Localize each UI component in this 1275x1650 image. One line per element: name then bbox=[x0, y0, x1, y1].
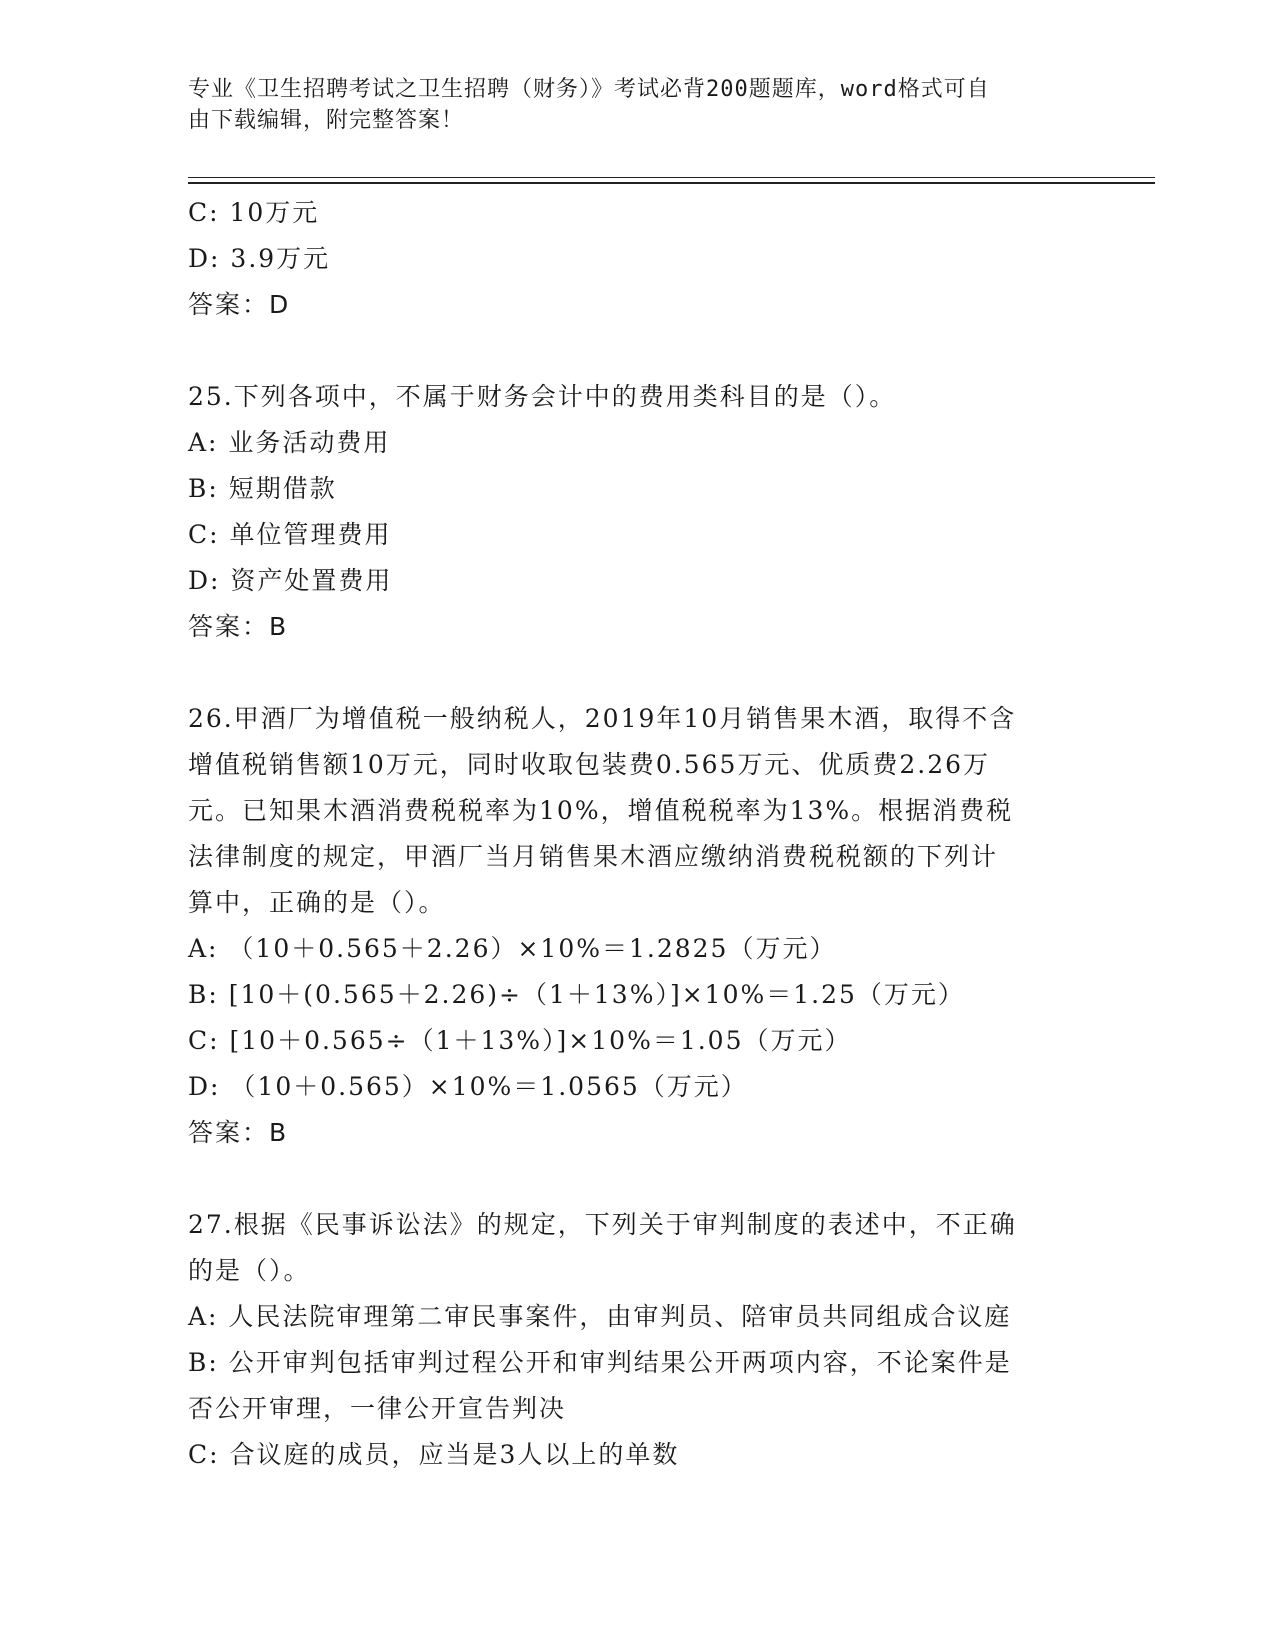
question-27 bbox=[188, 1202, 1088, 1478]
option-c: C: [10＋0.565÷（1＋13%）]×10%＝1.05（万元） bbox=[188, 1026, 852, 1055]
question-stem-line: 增值税销售额10万元，同时收取包装费0.565万元、优质费2.26万 bbox=[188, 750, 991, 779]
option-a: A: 业务活动费用 bbox=[188, 428, 391, 457]
answer-line: 答案：B bbox=[188, 612, 289, 641]
header-line-1: 专业《卫生招聘考试之卫生招聘（财务）》考试必背200题题库，word格式可自 bbox=[188, 77, 990, 102]
spacer bbox=[188, 328, 1088, 374]
answer-line: 答案：B bbox=[188, 1118, 289, 1147]
option-d: D: 3.9万元 bbox=[188, 244, 331, 273]
option-a: A: 人民法院审理第二审民事案件，由审判员、陪审员共同组成合议庭 bbox=[188, 1302, 1012, 1331]
option-a: A: （10＋0.565＋2.26）×10%＝1.2825（万元） bbox=[188, 934, 837, 963]
option-c: C: 单位管理费用 bbox=[188, 520, 392, 549]
header-rule-thin bbox=[188, 177, 1155, 178]
answer-line: 答案：D bbox=[188, 290, 291, 319]
header-line-2: 由下载编辑，附完整答案！ bbox=[188, 108, 465, 133]
document-header bbox=[188, 74, 1068, 136]
question-26 bbox=[188, 696, 1088, 1156]
spacer bbox=[188, 650, 1088, 696]
question-stem-line: 法律制度的规定，甲酒厂当月销售果木酒应缴纳消费税税额的下列计 bbox=[188, 842, 999, 871]
question-25 bbox=[188, 374, 1088, 650]
option-b-line: B: 公开审判包括审判过程公开和审判结果公开两项内容，不论案件是 bbox=[188, 1348, 1012, 1377]
option-b-line: 否公开审理，一律公开宣告判决 bbox=[188, 1394, 567, 1423]
document-body bbox=[188, 190, 1088, 1478]
question-stem-line: 27.根据《民事诉讼法》的规定，下列关于审判制度的表述中，不正确 bbox=[188, 1210, 1017, 1239]
question-stem-line: 元。已知果木酒消费税税率为10%，增值税税率为13%。根据消费税 bbox=[188, 796, 1014, 825]
option-c: C: 合议庭的成员，应当是3人以上的单数 bbox=[188, 1440, 680, 1469]
option-d: D: 资产处置费用 bbox=[188, 566, 393, 595]
option-b: B: [10＋(0.565＋2.26)÷（1＋13%）]×10%＝1.25（万元） bbox=[188, 980, 965, 1009]
question-stem-line: 26.甲酒厂为增值税一般纳税人，2019年10月销售果木酒，取得不含 bbox=[188, 704, 1017, 733]
spacer bbox=[188, 1156, 1088, 1202]
option-b: B: 短期借款 bbox=[188, 474, 337, 503]
header-rule-thick bbox=[188, 182, 1155, 184]
question-stem-line: 的是（）。 bbox=[188, 1256, 311, 1285]
option-d: D: （10＋0.565）×10%＝1.0565（万元） bbox=[188, 1072, 748, 1101]
question-stem: 25.下列各项中，不属于财务会计中的费用类科目的是（）。 bbox=[188, 382, 897, 411]
question-stem-line: 算中，正确的是（）。 bbox=[188, 888, 446, 917]
option-c: C: 10万元 bbox=[188, 198, 320, 227]
question-24-tail bbox=[188, 190, 1088, 328]
